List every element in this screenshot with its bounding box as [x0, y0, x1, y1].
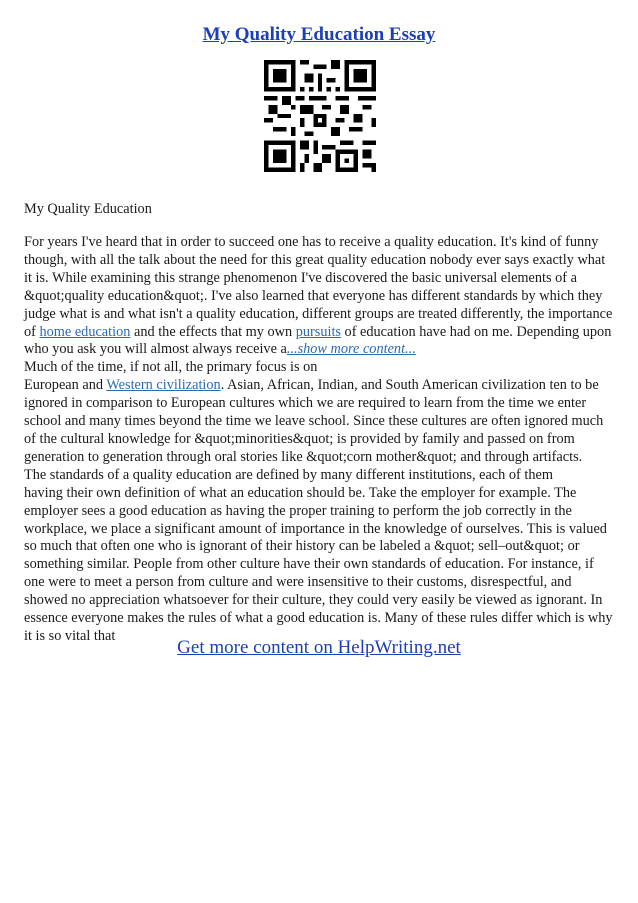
paragraph-standards: having their own definition of what an education should be. Take the employer for example. The employer sees a good education as having the proper training to perform the job correctly in the workplace, we place a significant amount of importance in the knowledge of ourselves. This is valued so much that often one who is ignorant of their history can be labeled a &quot; sell–out&quot; or something similar. People from other culture have their own standards of education. For instance, if one were to meet a person from culture and were insensitive to their customs, disrespectful, and showed no appreciation whatsoever for their culture, they could very easily be viewed as ignorant. In essence everyone makes the rules of what a good education is. Many of these rules differ which is why it is so vital that [24, 484, 613, 644]
paragraph-focus [24, 377, 616, 467]
essay-body [24, 234, 616, 646]
show-more-link[interactable]: ...show more content... [286, 341, 416, 358]
intro-text-3: of education have had on me. Depending upon who you ask you will almost always receive a [24, 323, 612, 358]
page-title-link[interactable]: My Quality Education Essay [202, 24, 436, 45]
paragraph-focus-lead: Much of the time, if not all, the primary focus is on [24, 359, 318, 376]
get-more-content-link[interactable]: Get more content on HelpWriting.net [177, 637, 461, 658]
intro-text-2: and the effects that my own [130, 323, 296, 340]
western-civilization-link[interactable]: Western civilization [106, 377, 221, 394]
paragraph-standards-lead: The standards of a quality education are defined by many different institutions, each of them [24, 466, 553, 483]
pursuits-link[interactable]: pursuits [295, 323, 341, 340]
focus-text-2: . Asian, African, Indian, and South American civilization ten to be ignored in comparison to European cultures which we are required to learn from the time we enter school and many times beyond the time we leave school. Since these cultures are often ignored much of the cultural knowledge for &quot;minorities&quot; is provided by family and passed on from generation to generation through oral stories like &quot;corn mother&quot; and through artifacts. [24, 377, 604, 465]
home-education-link[interactable]: home education [39, 323, 131, 340]
focus-text-1: European and [24, 377, 107, 394]
essay-subtitle: My Quality Education [24, 201, 152, 217]
qr-code-icon [264, 60, 376, 172]
intro-text-1: For years I've heard that in order to succeed one has to receive a quality education. It's kind of funny though, with all the talk about the need for this great quality education nobody ever says exactly what it is. While examining this strange phenomenon I've discovered the basic universal elements of a &quot;quality education&quot;. I've also learned that everyone has different standards by which they judge what is and what isn't a quality education, different groups are treated differently, the importance of [24, 234, 613, 340]
paragraph-intro [24, 234, 616, 359]
